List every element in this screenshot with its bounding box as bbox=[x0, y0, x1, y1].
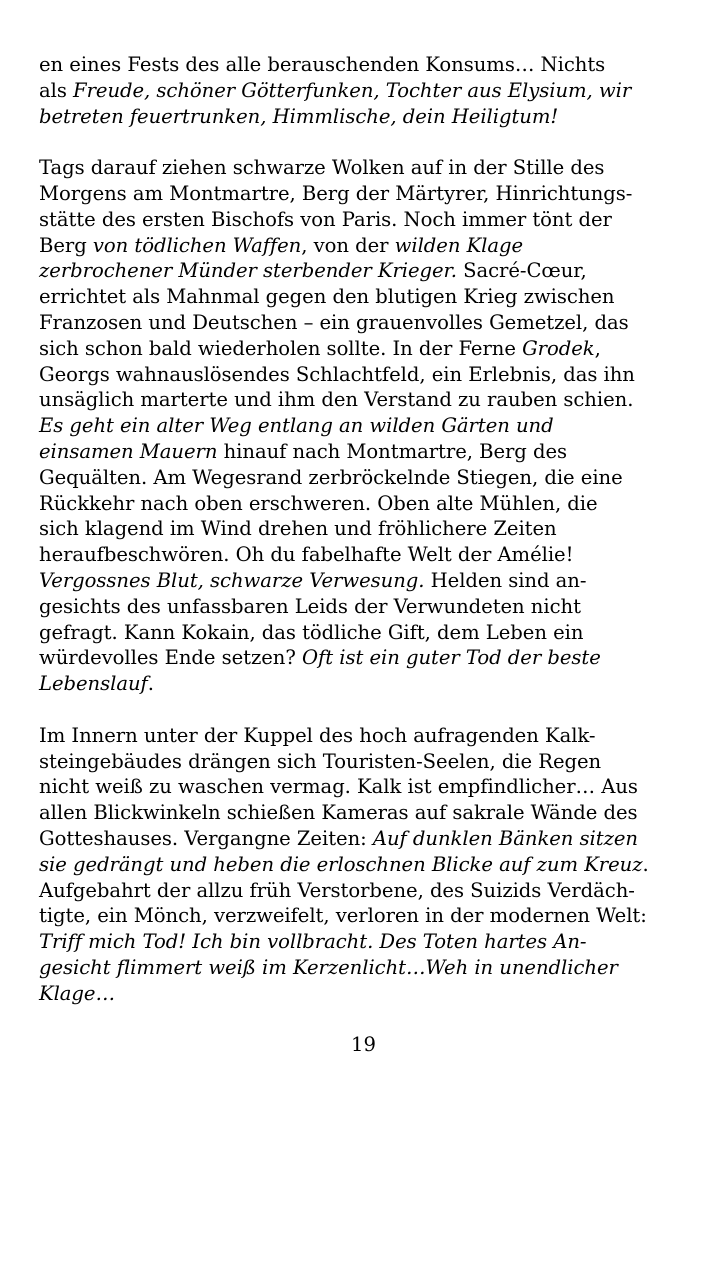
text-line bbox=[39, 774, 699, 800]
italic-text: Lebenslauf bbox=[39, 672, 148, 696]
text-line bbox=[39, 233, 699, 259]
text-line bbox=[39, 878, 699, 904]
text-span: nicht weiß zu waschen vermag. Kalk ist empfindlicher… Aus bbox=[39, 775, 638, 799]
text-span: Tags darauf ziehen schwarze Wolken auf in der Stille des bbox=[39, 156, 605, 180]
text-span: Gequälten. Am Wegesrand zerbröckelnde Stiegen, die eine bbox=[39, 465, 623, 489]
text-span: Rückkehr nach oben erschweren. Oben alte Mühlen, die bbox=[39, 491, 598, 515]
text-span: errichtet als Mahnmal gegen den blutigen Krieg zwischen bbox=[39, 285, 615, 309]
italic-text: von tödlichen Waffen bbox=[92, 233, 302, 257]
text-span: en eines Fests des alle berauschenden Konsums… Nichts bbox=[39, 53, 606, 76]
text-line bbox=[39, 981, 699, 1007]
italic-text: einsamen Mauern bbox=[39, 439, 218, 463]
text-span: steingebäudes drängen sich Touristen-Seelen, die Regen bbox=[39, 749, 602, 773]
text-line bbox=[39, 671, 699, 697]
text-line bbox=[39, 516, 699, 542]
text-line bbox=[39, 749, 699, 775]
text-span: sich schon bald wiederholen sollte. In der Ferne bbox=[39, 336, 523, 360]
text-line bbox=[39, 594, 699, 620]
text-line bbox=[39, 439, 699, 465]
italic-text: sie gedrängt und heben die erloschnen Blicke auf zum Kreuz bbox=[39, 852, 643, 876]
text-span: gesichts des unfassbaren Leids der Verwundeten nicht bbox=[39, 594, 581, 618]
text-span: stätte des ersten Bischofs von Paris. Noch immer tönt der bbox=[39, 207, 612, 231]
text-span: Im Innern unter der Kuppel des hoch aufragenden Kalk- bbox=[39, 723, 596, 747]
text-line bbox=[39, 826, 699, 852]
page-number: 19 bbox=[351, 1033, 376, 1056]
text-span: Helden sind an- bbox=[424, 568, 587, 592]
text-span: . bbox=[147, 672, 154, 696]
text-line bbox=[39, 491, 699, 517]
paragraph-gap bbox=[39, 129, 699, 155]
italic-text: Grodek bbox=[522, 336, 595, 360]
text-line bbox=[39, 413, 699, 439]
text-span: würdevolles Ende setzen? bbox=[39, 646, 303, 670]
italic-text: Triff mich Tod! Ich bin vollbracht. Des Toten hartes An- bbox=[39, 930, 587, 954]
text-line bbox=[39, 155, 699, 181]
text-line bbox=[39, 542, 699, 568]
text-span: , bbox=[594, 336, 601, 360]
paragraph bbox=[39, 723, 699, 1007]
text-line bbox=[39, 903, 699, 929]
text-span: allen Blickwinkeln schießen Kameras auf sakrale Wände des bbox=[39, 801, 638, 825]
text-line bbox=[39, 723, 699, 749]
text-span: Aufgebahrt der allzu früh Verstorbene, des Suizids Verdäch- bbox=[39, 878, 635, 902]
text-span: Sacré-Cœur, bbox=[456, 259, 587, 283]
text-line bbox=[39, 181, 699, 207]
text-span: hinauf nach Montmartre, Berg des bbox=[217, 439, 568, 463]
text-line bbox=[39, 929, 699, 955]
text-span: gefragt. Kann Kokain, das tödliche Gift, dem Leben ein bbox=[39, 620, 584, 644]
text-line bbox=[39, 52, 699, 78]
italic-text: wilden Klage bbox=[394, 233, 524, 257]
italic-text: gesicht flimmert weiß im Kerzenlicht…Weh in unendlicher bbox=[39, 955, 618, 979]
text-span: tigte, ein Mönch, verzweifelt, verloren in der modernen Welt: bbox=[39, 904, 647, 928]
paragraph-gap bbox=[39, 697, 699, 723]
text-span: Berg bbox=[39, 233, 93, 257]
text-span: heraufbeschwören. Oh du fabelhafte Welt der Amélie! bbox=[39, 543, 574, 567]
text-line bbox=[39, 78, 699, 104]
text-span: , von der bbox=[301, 233, 395, 257]
paragraph bbox=[39, 155, 699, 697]
text-span: Morgens am Montmartre, Berg der Märtyrer, Hinrichtungs- bbox=[39, 181, 633, 205]
italic-text: Auf dunklen Bänken sitzen bbox=[372, 826, 638, 850]
italic-text: Klage… bbox=[39, 981, 116, 1005]
paragraph bbox=[39, 52, 699, 129]
page-body bbox=[39, 52, 699, 1006]
text-span: Gotteshauses. Vergangne Zeiten: bbox=[39, 826, 373, 850]
text-line bbox=[39, 955, 699, 981]
text-line bbox=[39, 207, 699, 233]
italic-text: zerbrochener Münder sterbender Krieger. bbox=[39, 259, 457, 283]
text-span: Georgs wahnauslösendes Schlachtfeld, ein Erlebnis, das ihn bbox=[39, 362, 635, 386]
text-line bbox=[39, 104, 699, 130]
text-line bbox=[39, 465, 699, 491]
italic-text: Oft ist ein guter Tod der beste bbox=[302, 646, 601, 670]
text-line bbox=[39, 310, 699, 336]
text-span: Franzosen und Deutschen – ein grauenvolles Gemetzel, das bbox=[39, 310, 629, 334]
italic-text: Vergossnes Blut, schwarze Verwesung. bbox=[39, 568, 425, 592]
italic-text: betreten feuertrunken, Himmlische, dein Heiligtum! bbox=[39, 104, 559, 128]
text-line bbox=[39, 387, 699, 413]
text-line bbox=[39, 568, 699, 594]
text-span: . bbox=[642, 852, 649, 876]
text-line bbox=[39, 800, 699, 826]
text-line bbox=[39, 258, 699, 284]
text-line bbox=[39, 645, 699, 671]
text-line bbox=[39, 362, 699, 388]
italic-text: Es geht ein alter Weg entlang an wilden Gärten und bbox=[39, 414, 554, 438]
text-line bbox=[39, 284, 699, 310]
italic-text: Freude, schöner Götterfunken, Tochter aus Elysium, wir bbox=[73, 78, 632, 102]
text-span: unsäglich marterte und ihm den Verstand zu rauben schien. bbox=[39, 388, 634, 412]
text-line bbox=[39, 852, 699, 878]
text-line bbox=[39, 620, 699, 646]
text-span: als bbox=[39, 78, 74, 102]
text-line bbox=[39, 336, 699, 362]
text-span: sich klagend im Wind drehen und fröhlichere Zeiten bbox=[39, 517, 557, 541]
